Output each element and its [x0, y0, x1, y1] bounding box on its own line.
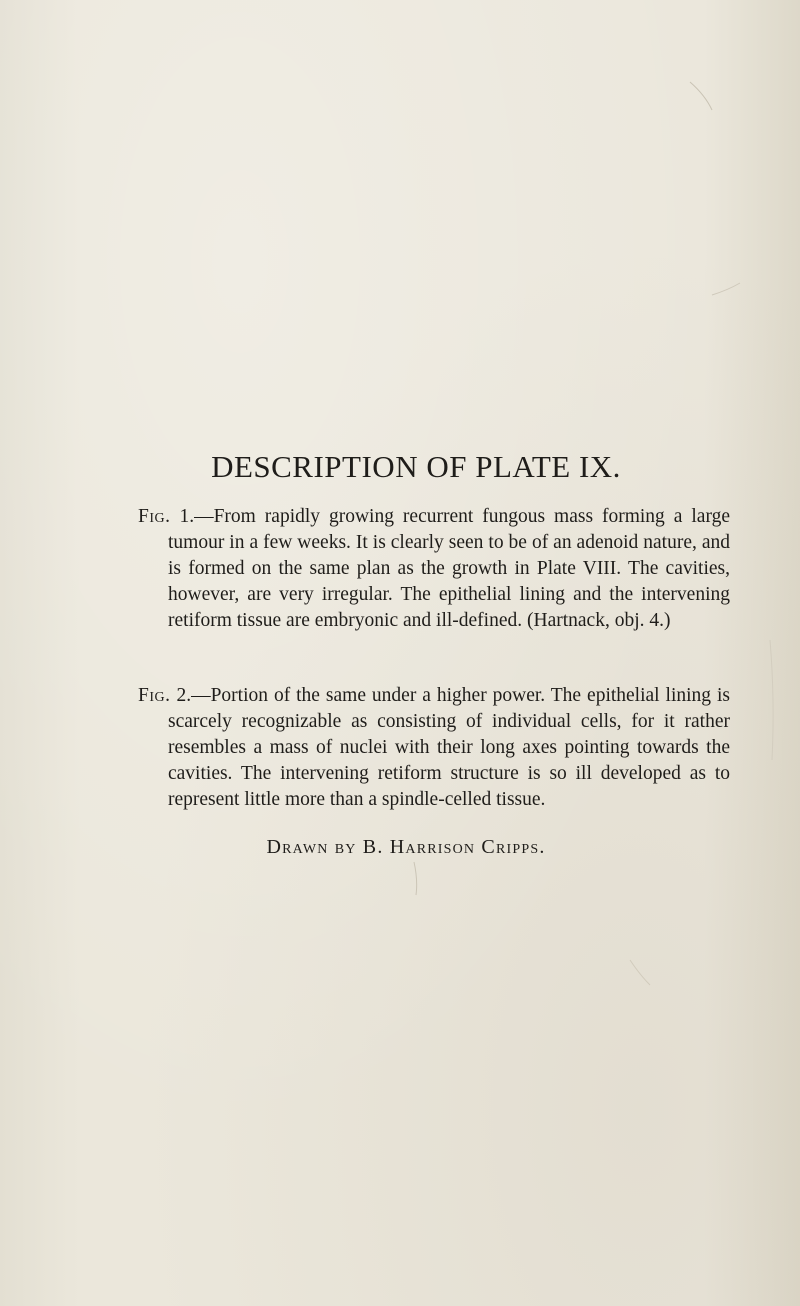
figure-text-1: 1.—From rapidly growing recurrent fungous mass forming a large tumour in a few weeks. It is clearly seen to be of an adenoid nature, and is formed on the same plan as the growth in Plate VIII. The cavities, however, are very irregular. The epithelial lining and the intervening retiform tissue are embryonic and ill-defined. (Hartnack, obj. 4.) [168, 506, 730, 631]
figure-label-2: Fig. [138, 685, 171, 706]
crease-mark-lower [770, 640, 773, 760]
page-title: DESCRIPTION OF PLATE IX. [211, 449, 621, 484]
crease-mark-top [690, 82, 712, 110]
artist-credit: Drawn by B. Harrison Cripps. [266, 836, 546, 858]
crease-mark-mid [630, 960, 650, 985]
figure-description-2 [138, 683, 730, 813]
spot-mark [414, 862, 417, 895]
figure-text-2: 2.—Portion of the same under a higher power. The epithelial lining is scarcely recognizable as consisting of individual cells, for it rather resembles a mass of nuclei with their long axes pointing towards the cavities. The intervening retiform structure is so ill developed as to represent little more than a spindle-celled tissue. [168, 685, 730, 810]
figure-label-1: Fig. [138, 506, 171, 527]
figure-description-1 [138, 504, 730, 634]
crease-mark-right [712, 283, 740, 295]
